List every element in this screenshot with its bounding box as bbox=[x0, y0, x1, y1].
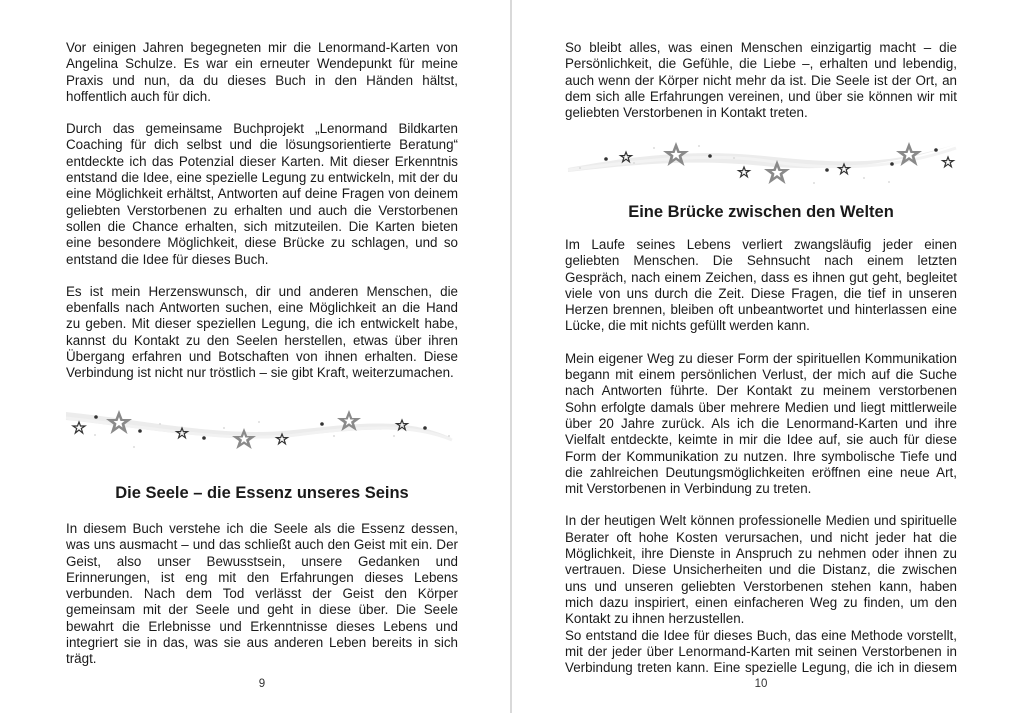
right-top-text bbox=[565, 40, 957, 121]
paragraph: In der heutigen Welt können professionelle Medien und spirituelle Berater oft hohe Kosten verursachen, und nicht jeder hat die Möglichkeit, ihre Dienste in Anspruch zu nehmen oder ihnen zu vertrauen. Diese Unsicherheiten und die Distanz, die zwischen uns und unseren geliebten Verstorbenen stehen kann, haben mich dazu inspiriert, einen einfacheren Weg zu finden, um den Kontakt zu ihnen herzustellen. bbox=[565, 513, 957, 627]
star-swoosh-icon bbox=[564, 138, 959, 190]
right-page bbox=[512, 0, 1020, 713]
star-swoosh-ornament bbox=[64, 398, 454, 450]
paragraph: Durch das gemeinsame Buchprojekt „Lenormand Bildkarten Coaching für dich selbst und die lösungsorientierte Beratung“ entdeckte ich das Potenzial dieser Karten. Mit dieser Erkenntnis entstand die Idee, eine spezielle Legung zu entwickeln, mit der du eine Möglichkeit erhältst, Antworten auf deine Fragen von deinem geliebten Verstorbenen zu erhalten und auch die Verstorbenen sollen die Chance erhalten, sich mitzuteilen. Die Karten bieten eine besondere Möglichkeit, diese Brücke zu schlagen, und so entstand die Idee für dieses Buch. bbox=[66, 121, 458, 267]
section-heading: Die Seele – die Essenz unseres Seins bbox=[115, 484, 409, 502]
star-swoosh-icon bbox=[64, 398, 454, 450]
paragraph: In diesem Buch verstehe ich die Seele als die Essenz dessen, was uns ausmacht – und das schließt auch den Geist mit ein. Der Geist, also unser Bewusstsein, unsere Gedanken und Erinnerungen, ist eng mit den Erfahrungen dieses Lebens verbunden. Nach dem Tod verlässt der Geist den Körper gemeinsam mit der Seele und geht in diese über. Die Seele bewahrt die Erlebnisse und Erkenntnisse dieses Lebens und integriert sie in das, was sie aus anderen Leben bereits in sich trägt. bbox=[66, 521, 458, 667]
paragraph: So entstand die Idee für dieses Buch, das eine Methode vorstellt, mit der jeder über Lenormand-Karten mit seinen Verstorbenen in Verbindung treten kann. Eine spezielle Legung, die ich in diesem bbox=[565, 627, 957, 676]
paragraph: Im Laufe seines Lebens verliert zwangsläufig jeder einen geliebten Menschen. Die Sehnsucht nach einem letzten Gespräch, nach einem Zeichen, dass es ihnen gut geht, begleitet viele von uns durch die Zeit. Diese Fragen, die tief in unseren Herzen brennen, bleiben oft unbeantwortet und hinterlassen eine Lücke, die mit nichts gefüllt werden kann. bbox=[565, 237, 957, 334]
right-bottom-text bbox=[565, 237, 957, 676]
paragraph: So bleibt alles, was einen Menschen einzigartig macht – die Persönlichkeit, die Gefühle, die Liebe –, erhalten und lebendig, auch wenn der Körper nicht mehr da ist. Die Seele ist der Ort, an dem sich alle Erfahrungen vereinen, und über sie können wir mit geliebten Verstorbenen in Kontakt treten. bbox=[565, 40, 957, 121]
section-heading: Eine Brücke zwischen den Welten bbox=[628, 203, 894, 221]
left-bottom-text bbox=[66, 521, 458, 668]
star-swoosh-ornament bbox=[564, 138, 959, 190]
paragraph: Vor einigen Jahren begegneten mir die Lenormand-Karten von Angelina Schulze. Es war ein erneuter Wendepunkt für meine Praxis und nun, da du dieses Buch in den Händen hältst, hoffentlich auch für dich. bbox=[66, 40, 458, 104]
paragraph: Es ist mein Herzenswunsch, dir und anderen Menschen, die ebenfalls nach Antworten suchen, eine Möglichkeit an die Hand zu geben. Mit dieser speziellen Legung, die ich entwickelt habe, kannst du Kontakt zu den Seelen herstellen, etwas über ihren Übergang erfahren und Botschaften von ihnen erhalten. Diese Verbindung ist nicht nur tröstlich – sie gibt Kraft, weiterzumachen. bbox=[66, 283, 458, 381]
left-top-text bbox=[66, 40, 458, 382]
paragraph: Mein eigener Weg zu dieser Form der spirituellen Kommunikation begann mit einem persönlichen Verlust, der mich auf die Suche nach Antworten führte. Der Kontakt zu meinem verstorbenen Sohn erfolgte damals über mehrere Medien und liegt mittlerweile über 20 Jahre zurück. Als ich die Lenormand-Karten und ihre Vielfalt entdeckte, keimte in mir die Idee auf, sie auch für diese Form der Kommunikation zu nutzen. Ihre symbolische Tiefe und die zahlreichen Deutungsmöglichkeiten eröffnen eine neue Art, mit Verstorbenen in Verbindung zu treten. bbox=[565, 350, 957, 497]
page-number: 9 bbox=[258, 678, 266, 690]
page-number: 10 bbox=[754, 678, 768, 690]
